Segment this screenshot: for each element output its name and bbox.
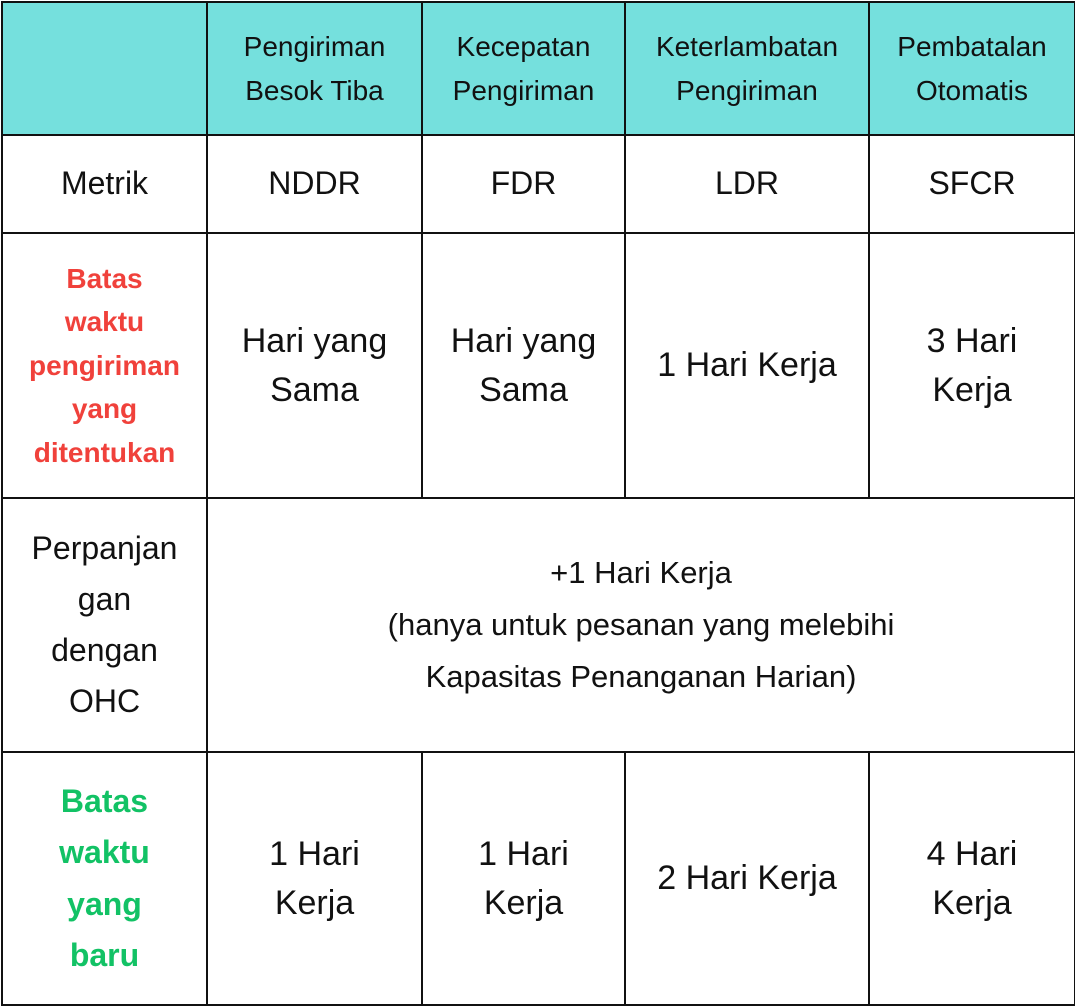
metric-value-cell: NDDR [207, 135, 422, 233]
metric-label-cell: Metrik [2, 135, 207, 233]
header-line: Pembatalan [897, 31, 1047, 63]
metric-value-cell: FDR [422, 135, 625, 233]
metric-value-cell: SFCR [869, 135, 1075, 233]
label-line: yang [67, 885, 142, 922]
new-deadline-value-cell [625, 752, 869, 1005]
value-line: 4 Hari [926, 835, 1018, 874]
value-line: 1 Hari [478, 835, 569, 874]
label-line: ditentukan [33, 436, 176, 468]
header-row [2, 2, 1075, 135]
new-deadline-row [2, 752, 1075, 1005]
label-line: waktu [64, 306, 145, 338]
value-line: Kerja [932, 883, 1012, 922]
header-nddr-cell [207, 2, 422, 135]
label-line: yang [71, 393, 138, 425]
value-line: 2 Hari Kerja [657, 859, 837, 898]
old-deadline-value-cell [207, 233, 422, 498]
new-deadline-value-cell [422, 752, 625, 1005]
value-line: 1 Hari Kerja [657, 346, 837, 385]
header-line: Keterlambatan [655, 31, 839, 63]
label-line: dengan [51, 632, 158, 668]
ohc-extension-row [2, 498, 1075, 752]
ohc-label-cell [2, 498, 207, 752]
header-line: Pengiriman [243, 31, 386, 63]
header-line: Pengiriman [452, 74, 595, 106]
value-line: Sama [270, 370, 359, 409]
label-line: waktu [59, 834, 150, 871]
label-line: OHC [68, 683, 141, 720]
header-fdr-cell [422, 2, 625, 135]
value-line: Kerja [932, 370, 1012, 409]
header-ldr-cell [625, 2, 869, 135]
metric-row [2, 135, 1075, 233]
deadline-table [1, 1, 1075, 1006]
value-line: Kerja [483, 883, 564, 922]
value-line: Kerja [274, 883, 355, 922]
label-line: Perpanjan [31, 529, 178, 566]
value-line: 1 Hari [269, 835, 360, 874]
old-deadline-label-cell [2, 233, 207, 498]
header-sfcr-cell [869, 2, 1075, 135]
old-deadline-row [2, 233, 1075, 498]
old-deadline-value-cell [625, 233, 869, 498]
ohc-value-cell [207, 498, 1075, 752]
label-line: Batas [60, 783, 149, 820]
value-line: Kapasitas Penanganan Harian) [425, 659, 857, 695]
header-line: Besok Tiba [245, 74, 384, 106]
label-line: Batas [66, 263, 143, 295]
value-line: (hanya untuk pesanan yang melebihi [387, 606, 895, 642]
label-line: baru [69, 936, 140, 973]
new-deadline-label-cell [2, 752, 207, 1005]
metric-value-cell: LDR [625, 135, 869, 233]
new-deadline-value-cell [869, 752, 1075, 1005]
value-line: Hari yang [241, 322, 388, 361]
header-corner-cell [2, 2, 207, 135]
value-line: +1 Hari Kerja [550, 554, 732, 590]
header-line: Pengiriman [676, 74, 818, 106]
value-line: Hari yang [450, 322, 597, 361]
old-deadline-value-cell [869, 233, 1075, 498]
value-line: 3 Hari [926, 322, 1018, 361]
label-line: pengiriman [29, 349, 180, 381]
header-line: Kecepatan [456, 31, 591, 63]
new-deadline-value-cell [207, 752, 422, 1005]
label-line: gan [77, 580, 132, 617]
header-line: Otomatis [915, 74, 1029, 106]
old-deadline-value-cell [422, 233, 625, 498]
value-line: Sama [479, 370, 568, 409]
